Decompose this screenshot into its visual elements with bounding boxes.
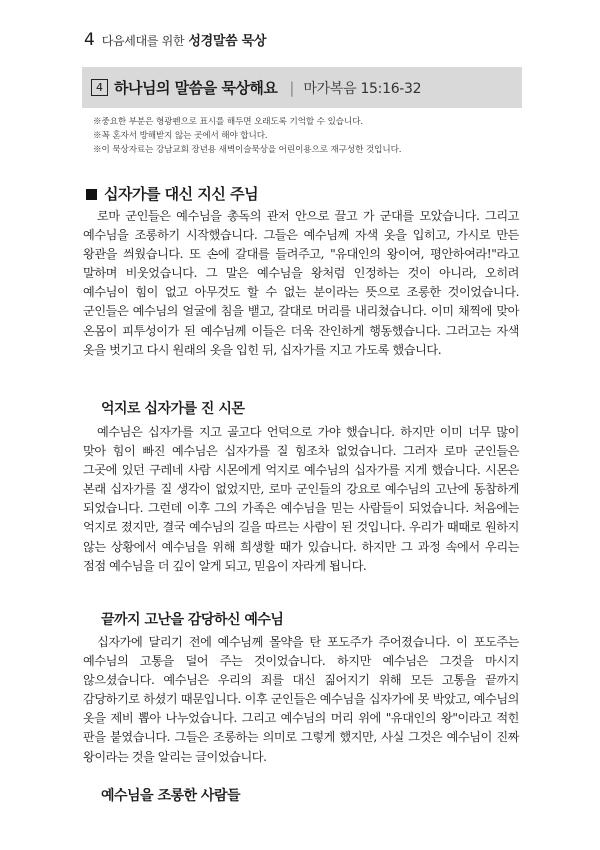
note-item: ※이 묵상자료는 강남교회 장년용 새벽이슬묵상을 어린이용으로 재구성한 것입니다. <box>93 145 402 155</box>
book-title: 성경말씀 묵상 <box>188 34 267 49</box>
page-number: 4 <box>84 30 95 50</box>
lesson-title-bar <box>82 67 522 108</box>
subsection-heading: 예수님을 조롱한 사람들 <box>101 788 240 804</box>
section-heading <box>86 183 258 204</box>
intro-paragraph: 로마 군인들은 예수님을 총독의 관저 안으로 끌고 가 군대를 모았습니다. 그리고 예수님을 조롱하기 시작했습니다. 그들은 예수님께 자색 옷을 입히고, 가시로 만든 왕관을 씌웠습니다. 또 손에 갈대를 들려주고, "유대인의 왕이여, 평안하여라!"라고 말하며 비웃었습니다. 그 말은 예수님을 왕처럼 인정하는 것이 아니라, 오히려 예수님이 힘이 없고 아무것도 할 수 없는 분이라는 뜻으로 조롱한 것이었습니다. 군인들은 예수님의 얼굴에 침을 뱉고, 갈대로 머리를 내리쳤습니다. 이미 채찍에 맞아 온몸이 피투성이가 된 예수님께 이들은 더욱 잔인하게 행동했습니다. 그러고는 자색 옷을 벗기고 다시 원래의 옷을 입힌 뒤, 십자가를 지고 가도록 했습니다. <box>83 209 519 357</box>
subsection-heading: 끝까지 고난을 감당하신 예수님 <box>101 612 284 628</box>
note-item: ※중요한 부분은 형광펜으로 표시를 해두면 오래도록 기억할 수 있습니다. <box>93 117 364 127</box>
series-label: 다음세대를 위한 <box>101 34 185 48</box>
subsection-paragraph: 십자가에 달리기 전에 예수님께 몰약을 탄 포도주가 주어졌습니다. 이 포도주는 예수님의 고통을 덜어 주는 것이었습니다. 하지만 예수님은 그것을 마시지 않으셨습니다. 예수님은 우리의 죄를 대신 짊어지기 위해 모든 고통을 끝까지 감당하기로 하셨기 때문입니다. 이후 군인들은 예수님을 십자가에 못 박았고, 예수님의 옷을 제비 뽑아 나누었습니다. 그리고 예수님의 머리 위에 "유대인의 왕"이라고 적힌 판을 붙였습니다. 그들은 조롱하는 의미로 그렇게 했지만, 사실 그것은 예수님이 진짜 왕이라는 것을 알리는 글이었습니다. <box>83 635 519 764</box>
section-heading-text: 십자가를 대신 지신 주님 <box>104 185 259 203</box>
scripture-reference: 마가복음 15:16-32 <box>303 80 422 97</box>
running-header <box>84 30 266 50</box>
subsection-heading: 억지로 십자가를 진 시몬 <box>101 401 245 417</box>
notes-list <box>93 115 533 157</box>
note-item: ※꼭 혼자서 방해받지 않는 곳에서 해야 합니다. <box>93 131 268 141</box>
subsection-paragraph: 예수님은 십자가를 지고 골고다 언덕으로 가야 했습니다. 하지만 이미 너무 많이 맞아 힘이 빠진 예수님은 십자가를 질 힘조차 없었습니다. 그러자 로마 군인들은 그곳에 있던 구레네 사람 시몬에게 억지로 예수님의 십자가를 지게 했습니다. 시몬은 본래 십자가를 질 생각이 없었지만, 로마 군인들의 강요로 예수님의 고난에 동참하게 되었습니다. 그런데 이후 그의 가족은 예수님을 믿는 사람들이 되었습니다. 처음에는 억지로 졌지만, 결국 예수님의 길을 따르는 사람이 된 것입니다. 우리가 때때로 원하지 않는 상황에서 예수님을 위해 희생할 때가 있습니다. 하지만 그 과정 속에서 우리는 점점 예수님을 더 깊이 알게 되고, 믿음이 자라게 됩니다. <box>83 425 519 573</box>
title-separator: | <box>289 78 295 97</box>
lesson-title: 하나님의 말씀을 묵상해요 <box>114 79 278 97</box>
square-bullet-icon <box>86 189 97 200</box>
lesson-number-box: 4 <box>91 79 108 96</box>
